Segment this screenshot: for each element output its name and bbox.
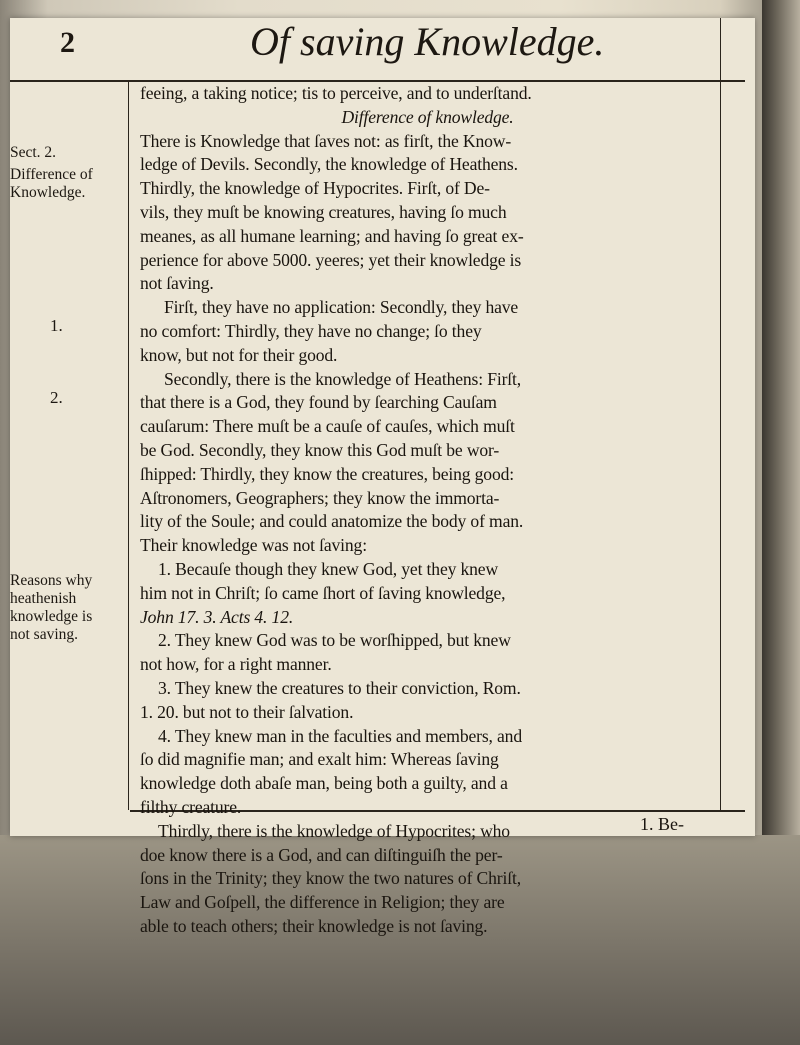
margin-number-2: 2. — [50, 388, 63, 407]
margin-number-1: 1. — [50, 316, 63, 335]
text-line: Secondly, there is the knowledge of Heathens: Firſt, — [164, 368, 522, 389]
text-line: Law and Goſpell, the difference in Religion; they are — [140, 892, 505, 913]
text-line: Thirdly, there is the knowledge of Hypocrites; who — [158, 820, 510, 841]
text-line: meanes, as all humane learning; and having ſo great ex- — [140, 225, 524, 246]
text-line: 4. They knew man in the faculties and members, and — [158, 725, 522, 746]
text-line: 2. They knew God was to be worſhipped, but knew — [158, 630, 511, 651]
text-line: Firſt, they have no application: Secondly, they have — [164, 297, 519, 318]
margin-note-reasons-line2: heathenish — [10, 590, 77, 607]
text-line: Their knowledge was not ſaving: — [140, 535, 367, 556]
margin-note-sect: Sect. 2. — [10, 144, 57, 161]
margin-note-difference — [10, 166, 126, 202]
text-line: doe know there is a God, and can diſtinguiſh the per- — [140, 844, 503, 865]
text-line: know, but not for their good. — [140, 344, 338, 365]
text-line: 1. 20. but not to their ſalvation. — [140, 701, 354, 722]
margin-note-difference-line1: Difference of — [10, 166, 93, 183]
text-line: 3. They knew the creatures to their conviction, Rom. — [158, 677, 521, 698]
text-line: not ſaving. — [140, 273, 214, 294]
text-line: not how, for a right manner. — [140, 654, 332, 675]
text-line: 1. Becauſe though they knew God, yet they knew — [158, 558, 499, 579]
margin-note-reasons-line4: not saving. — [10, 626, 79, 643]
margin-note-section — [10, 144, 126, 162]
text-line: There is Knowledge that ſaves not: as firſt, the Know- — [140, 130, 512, 151]
running-title: Of saving Knowledge. — [250, 19, 605, 64]
catchword: 1. Be- — [640, 814, 684, 834]
margin-note-difference-line2: Knowledge. — [10, 184, 86, 201]
book-page — [10, 18, 755, 936]
text-line: be God. Secondly, they know this God muſt be wor- — [140, 439, 500, 460]
text-line: ſo did magnifie man; and exalt him: Whereas ſaving — [140, 749, 499, 770]
text-line-citation: John 17. 3. Acts 4. 12. — [140, 606, 294, 627]
page-number: 2 — [60, 26, 75, 59]
text-line: no comfort: Thirdly, they have no change; ſo they — [140, 320, 482, 341]
margin-rule — [128, 82, 129, 810]
text-line: Thirdly, the knowledge of Hypocrites. Firſt, of De- — [140, 178, 490, 199]
right-rule — [720, 18, 721, 810]
text-line: lity of the Soule; and could anatomize the body of man. — [140, 511, 524, 532]
text-line: that there is a God, they found by ſearching Cauſam — [140, 392, 497, 413]
text-line: vils, they muſt be knowing creatures, having ſo much — [140, 201, 507, 222]
text-line: him not in Chriſt; ſo came ſhort of ſaving knowledge, — [140, 582, 506, 603]
margin-note-reasons-line1: Reasons why — [10, 572, 93, 589]
text-line: Aſtronomers, Geographers; they know the immorta- — [140, 487, 500, 508]
text-line: perience for above 5000. yeeres; yet their knowledge is — [140, 249, 522, 270]
text-line-subheading: Difference of knowledge. — [341, 106, 514, 127]
margin-note-reasons-line3: knowledge is — [10, 608, 93, 625]
text-line: filthy creature. — [140, 796, 242, 817]
body-text — [140, 82, 715, 939]
text-line: feeing, a taking notice; tis to perceive, and to underſtand. — [140, 83, 532, 103]
text-line: able to teach others; their knowledge is not ſaving. — [140, 915, 488, 936]
text-line: ledge of Devils. Secondly, the knowledge of Heathens. — [140, 154, 518, 175]
text-line: ſons in the Trinity; they know the two natures of Chriſt, — [140, 868, 521, 889]
text-line: cauſarum: There muſt be a cauſe of cauſes, which muſt — [140, 416, 515, 437]
margin-note-reasons — [10, 572, 126, 644]
text-line: ſhipped: Thirdly, they know the creatures, being good: — [140, 463, 514, 484]
text-line: knowledge doth abaſe man, being both a guilty, and a — [140, 773, 508, 794]
